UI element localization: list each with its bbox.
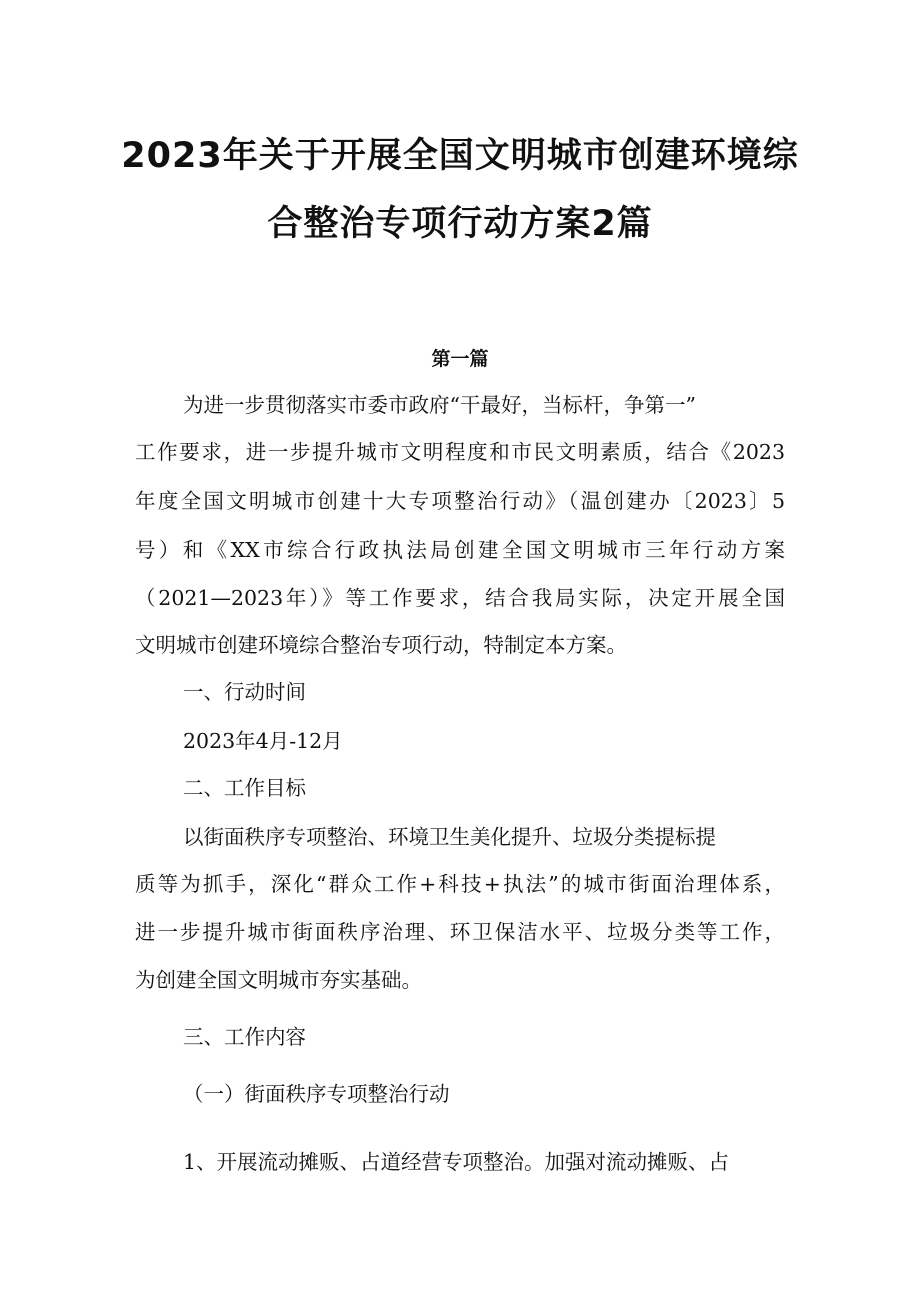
paragraph-line: 为进一步贯彻落实市委市政府“干最好，当标杆，争第一” [183, 393, 696, 417]
subheading-street-order: （一）街面秩序专项整治行动 [183, 1082, 450, 1106]
paragraph-line: 质等为抓手，深化“群众工作+科技+执法”的城市街面治理体系， [135, 872, 785, 896]
paragraph-line: 进一步提升城市街面秩序治理、环卫保洁水平、垃圾分类等工作， [135, 920, 785, 944]
paragraph-line: 年度全国文明城市创建十大专项整治行动》（温创建办〔2023〕5 [135, 489, 785, 513]
document-title-line-1: 2023年关于开展全国文明城市创建环境综 [121, 136, 799, 176]
paragraph-line: 以街面秩序专项整治、环境卫生美化提升、垃圾分类提标提 [183, 825, 716, 849]
paragraph-line: （2021—2023年）》等工作要求，结合我局实际，决定开展全国 [135, 586, 785, 610]
paragraph-line: 为创建全国文明城市夯实基础。 [135, 968, 422, 992]
document-title-line-2: 合整治专项行动方案2篇 [267, 204, 653, 244]
paragraph-line: 文明城市创建环境综合整治专项行动，特制定本方案。 [135, 633, 627, 657]
paragraph-line: 号）和《XX市综合行政执法局创建全国文明城市三年行动方案 [135, 538, 785, 562]
paragraph-line: 1、开展流动摊贩、占道经营专项整治。加强对流动摊贩、占 [183, 1150, 730, 1174]
heading-work-goal: 二、工作目标 [183, 776, 306, 800]
heading-action-time: 一、行动时间 [183, 680, 306, 704]
action-time-value: 2023年4月-12月 [183, 729, 343, 753]
section-heading: 第一篇 [431, 348, 489, 370]
heading-work-content: 三、工作内容 [183, 1025, 306, 1049]
paragraph-line: 工作要求，进一步提升城市文明程度和市民文明素质，结合《2023 [135, 440, 785, 464]
